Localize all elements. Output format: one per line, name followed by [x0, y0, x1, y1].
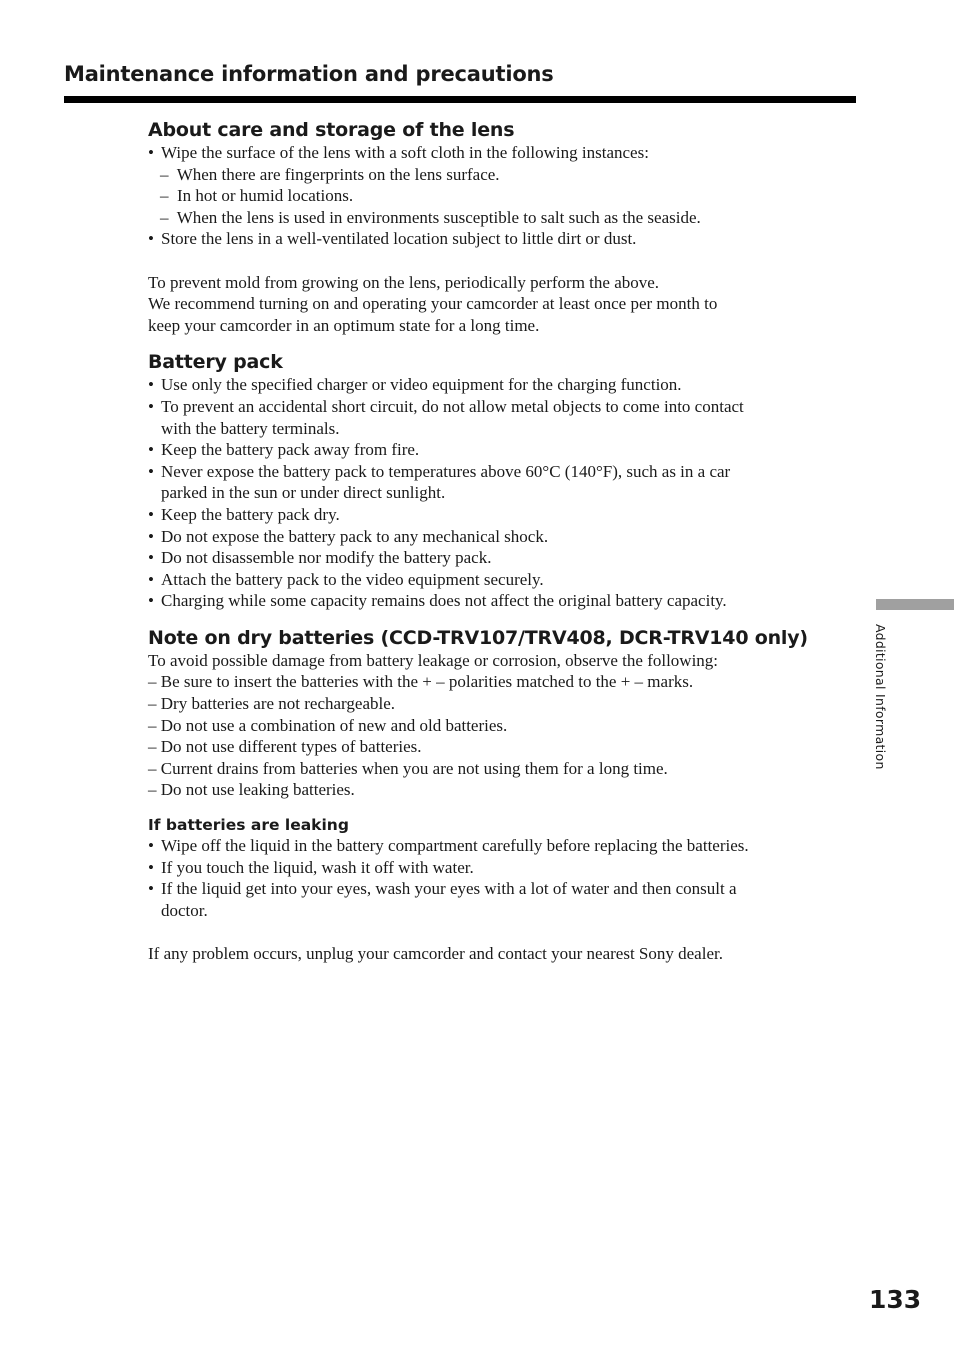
bullet-text: Keep the battery pack dry.	[161, 504, 340, 524]
dash-text: In hot or humid locations.	[177, 186, 354, 206]
bullet-mark: •	[148, 461, 154, 481]
dash-mark: –	[148, 715, 157, 735]
dash-mark: –	[148, 758, 157, 778]
list-item	[148, 228, 863, 250]
dash-mark: –	[160, 186, 169, 206]
dash-text: Do not use leaking batteries.	[160, 780, 355, 800]
list-item	[148, 878, 863, 921]
bullet-text-cont: with the battery terminals.	[161, 418, 340, 438]
list-item	[148, 693, 863, 715]
dash-mark: –	[148, 694, 157, 714]
dash-text: When there are fingerprints on the lens surface.	[176, 164, 500, 184]
bullet-mark: •	[148, 229, 154, 249]
bullet-mark: •	[148, 504, 154, 524]
list-item	[148, 207, 863, 229]
list-item	[148, 164, 863, 186]
bullet-mark: •	[148, 857, 154, 877]
bullet-text: Never expose the battery pack to temperatures above 60°C (140°F), such as in a car	[161, 461, 731, 481]
bullet-text: If you touch the liquid, wash it off with water.	[161, 857, 474, 877]
dash-mark: –	[148, 737, 157, 757]
title-rule	[64, 96, 856, 103]
bullet-text: Wipe the surface of the lens with a soft cloth in the following instances:	[161, 143, 649, 162]
list-item	[148, 504, 863, 526]
bullet-text: Wipe off the liquid in the battery compartment carefully before replacing the batteries.	[161, 836, 749, 856]
paragraph: To prevent mold from growing on the lens, periodically perform the above.	[148, 272, 660, 292]
side-tab-label: Additional Information	[873, 624, 888, 770]
dash-text: Current drains from batteries when you are not using them for a long time.	[160, 758, 668, 778]
dash-text: Do not use different types of batteries.	[160, 737, 422, 757]
bullet-mark: •	[148, 526, 154, 546]
bullet-text: Charging while some capacity remains does not affect the original battery capacity.	[161, 591, 727, 611]
dash-mark: –	[160, 207, 169, 227]
lens-heading: About care and storage of the lens	[148, 119, 515, 141]
paragraph: To avoid possible damage from battery leakage or corrosion, observe the following:	[148, 650, 719, 670]
list-item	[148, 439, 863, 461]
list-item	[148, 142, 863, 164]
bullet-text: Attach the battery pack to the video equipment securely.	[161, 569, 544, 589]
list-item	[148, 857, 863, 879]
paragraph: We recommend turning on and operating your camcorder at least once per month to	[148, 294, 718, 314]
battery-body	[148, 374, 863, 612]
bullet-mark: •	[148, 591, 154, 611]
dash-text: Dry batteries are not rechargeable.	[160, 694, 396, 714]
bullet-mark: •	[148, 836, 154, 856]
list-item	[148, 396, 863, 439]
bullet-mark: •	[148, 548, 154, 568]
dry-batteries-heading: Note on dry batteries (CCD-TRV107/TRV408, DCR-TRV140 only)	[148, 626, 808, 649]
bullet-text-cont: parked in the sun or under direct sunlight.	[161, 483, 446, 503]
paragraph: keep your camcorder in an optimum state for a long time.	[148, 315, 540, 335]
leaking-heading: If batteries are leaking	[148, 816, 349, 835]
list-item	[148, 547, 863, 569]
list-item	[148, 671, 863, 693]
closing-paragraph: If any problem occurs, unplug your camcorder and contact your nearest Sony dealer.	[148, 944, 723, 963]
list-item	[148, 461, 863, 504]
list-item	[148, 185, 863, 207]
bullet-text: To prevent an accidental short circuit, do not allow metal objects to come into contact	[161, 396, 744, 416]
leaking-body	[148, 835, 863, 965]
bullet-text: Do not disassemble nor modify the battery pack.	[161, 548, 492, 568]
dash-mark: –	[148, 780, 157, 800]
main-content	[148, 118, 863, 965]
dash-mark: –	[148, 672, 157, 692]
list-item	[148, 590, 863, 612]
bullet-mark: •	[148, 396, 154, 416]
bullet-mark: •	[148, 569, 154, 589]
bullet-text-cont: doctor.	[161, 900, 208, 920]
dash-mark: –	[160, 164, 169, 184]
list-item	[148, 736, 863, 758]
lens-body	[148, 142, 863, 336]
bullet-text: Store the lens in a well-ventilated location subject to little dirt or dust.	[161, 229, 637, 249]
list-item	[148, 758, 863, 780]
bullet-mark: •	[148, 143, 154, 162]
side-tab-marker	[876, 599, 954, 610]
dash-text: Be sure to insert the batteries with the + – polarities matched to the + – marks.	[160, 672, 694, 692]
list-item	[148, 569, 863, 591]
dry-batteries-body	[148, 650, 863, 801]
dash-text: Do not use a combination of new and old batteries.	[160, 715, 508, 735]
list-item	[148, 779, 863, 801]
bullet-mark: •	[148, 440, 154, 460]
bullet-text: Use only the specified charger or video equipment for the charging function.	[161, 375, 682, 395]
bullet-mark: •	[148, 879, 154, 899]
list-item	[148, 715, 863, 737]
bullet-text: Do not expose the battery pack to any mechanical shock.	[161, 526, 549, 546]
list-item	[148, 374, 863, 396]
section-title: Maintenance information and precautions	[64, 62, 554, 86]
battery-heading: Battery pack	[148, 351, 283, 374]
page-number: 133	[869, 1285, 922, 1314]
dash-text: When the lens is used in environments susceptible to salt such as the seaside.	[176, 207, 701, 227]
bullet-text: If the liquid get into your eyes, wash your eyes with a lot of water and then consult a	[161, 879, 737, 899]
bullet-mark: •	[148, 375, 154, 395]
list-item	[148, 526, 863, 548]
bullet-text: Keep the battery pack away from fire.	[161, 440, 420, 460]
list-item	[148, 835, 863, 857]
